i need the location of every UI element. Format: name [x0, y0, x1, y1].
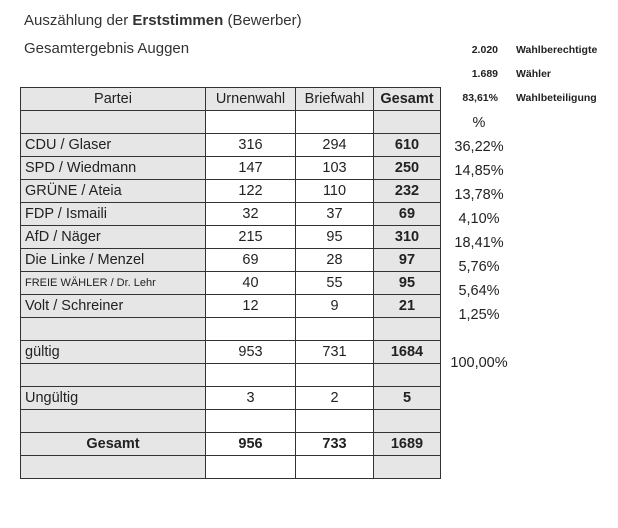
gesamt-count: 1689	[374, 433, 441, 456]
party-name: Die Linke / Menzel	[21, 249, 206, 272]
gesamt-count: 95	[374, 272, 441, 295]
brief-count: 95	[296, 226, 374, 249]
empty-cell	[296, 111, 374, 134]
percent-value: 18,41%	[454, 235, 504, 251]
party-row	[21, 295, 441, 318]
header-row	[21, 88, 441, 111]
empty-cell	[206, 364, 296, 387]
brief-count: 37	[296, 203, 374, 226]
stat-value: 1.689	[471, 68, 498, 80]
party-name: gültig	[21, 341, 206, 364]
col-header-urne: Urnenwahl	[206, 88, 296, 111]
brief-count: 103	[296, 157, 374, 180]
title-prefix: Auszählung der	[24, 12, 133, 29]
party-row	[21, 157, 441, 180]
col-header-brief: Briefwahl	[296, 88, 374, 111]
gesamt-count: 250	[374, 157, 441, 180]
party-name: Ungültig	[21, 387, 206, 410]
percent-value: 5,76%	[458, 259, 500, 275]
stat-label: Wähler	[516, 68, 552, 80]
stat-value: 2.020	[471, 44, 498, 56]
percent-value: 1,25%	[458, 307, 500, 323]
empty-cell	[21, 410, 206, 433]
brief-count: 731	[296, 341, 374, 364]
urne-count: 122	[206, 180, 296, 203]
urne-count: 956	[206, 433, 296, 456]
party-row	[21, 203, 441, 226]
percent-value: 14,85%	[454, 163, 504, 179]
percent-value: 13,78%	[454, 187, 504, 203]
brief-count: 110	[296, 180, 374, 203]
party-name: Volt / Schreiner	[21, 295, 206, 318]
gesamt-count: 232	[374, 180, 441, 203]
percent-valid: 100,00%	[450, 355, 508, 371]
stat-value: 83,61%	[462, 92, 498, 104]
gesamt-count: 1684	[374, 341, 441, 364]
empty-cell	[206, 111, 296, 134]
gesamt-count: 5	[374, 387, 441, 410]
urne-count: 12	[206, 295, 296, 318]
title-suffix: (Bewerber)	[223, 12, 302, 29]
brief-count: 733	[296, 433, 374, 456]
results-table	[20, 87, 441, 479]
empty-cell	[206, 456, 296, 479]
urne-count: 69	[206, 249, 296, 272]
empty-cell	[296, 456, 374, 479]
pct-spacer	[440, 87, 518, 111]
party-name: GRÜNE / Ateia	[21, 180, 206, 203]
party-name: FREIE WÄHLER / Dr. Lehr	[21, 272, 206, 295]
party-row	[21, 180, 441, 203]
spacer-row	[21, 111, 441, 134]
gesamt-count: 97	[374, 249, 441, 272]
party-row	[21, 249, 441, 272]
urne-count: 316	[206, 134, 296, 157]
spacer-row	[21, 410, 441, 433]
page-subtitle: Gesamtergebnis Auggen	[24, 40, 190, 57]
brief-count: 55	[296, 272, 374, 295]
brief-count: 294	[296, 134, 374, 157]
gesamt-count: 610	[374, 134, 441, 157]
urne-count: 3	[206, 387, 296, 410]
empty-cell	[21, 364, 206, 387]
empty-cell	[21, 456, 206, 479]
spacer-row	[21, 318, 441, 341]
gesamt-count: 21	[374, 295, 441, 318]
percent-header: %	[472, 115, 486, 131]
empty-cell	[374, 364, 441, 387]
pct-spacer	[440, 375, 518, 399]
brief-count: 9	[296, 295, 374, 318]
urne-count: 40	[206, 272, 296, 295]
party-name: SPD / Wiedmann	[21, 157, 206, 180]
party-row	[21, 272, 441, 295]
percent-value: 36,22%	[454, 139, 504, 155]
col-header-gesamt: Gesamt	[374, 88, 441, 111]
party-name: FDP / Ismaili	[21, 203, 206, 226]
spacer-row	[21, 364, 441, 387]
empty-cell	[296, 364, 374, 387]
empty-cell	[374, 318, 441, 341]
empty-cell	[21, 111, 206, 134]
spacer-row	[21, 456, 441, 479]
party-name: CDU / Glaser	[21, 134, 206, 157]
empty-cell	[206, 410, 296, 433]
stat-label: Wahlberechtigte	[516, 44, 598, 56]
empty-cell	[206, 318, 296, 341]
pct-spacer	[440, 327, 518, 351]
empty-cell	[374, 111, 441, 134]
urne-count: 147	[206, 157, 296, 180]
title-bold: Erststimmen	[132, 12, 224, 29]
total-row	[21, 433, 441, 456]
empty-cell	[374, 456, 441, 479]
brief-count: 2	[296, 387, 374, 410]
empty-cell	[296, 410, 374, 433]
party-name: Gesamt	[21, 433, 206, 456]
empty-cell	[296, 318, 374, 341]
percent-value: 4,10%	[458, 211, 500, 227]
col-header-party: Partei	[21, 88, 206, 111]
stat-eligible	[450, 44, 618, 68]
empty-cell	[374, 410, 441, 433]
percent-value: 5,64%	[458, 283, 500, 299]
party-row	[21, 226, 441, 249]
urne-count: 32	[206, 203, 296, 226]
party-name: AfD / Näger	[21, 226, 206, 249]
page-title	[24, 12, 302, 29]
urne-count: 953	[206, 341, 296, 364]
party-row	[21, 134, 441, 157]
urne-count: 215	[206, 226, 296, 249]
percent-column	[440, 87, 518, 399]
invalid-row	[21, 387, 441, 410]
gesamt-count: 310	[374, 226, 441, 249]
valid-row	[21, 341, 441, 364]
empty-cell	[21, 318, 206, 341]
stat-label: Wahlbeteiligung	[516, 92, 597, 104]
brief-count: 28	[296, 249, 374, 272]
gesamt-count: 69	[374, 203, 441, 226]
